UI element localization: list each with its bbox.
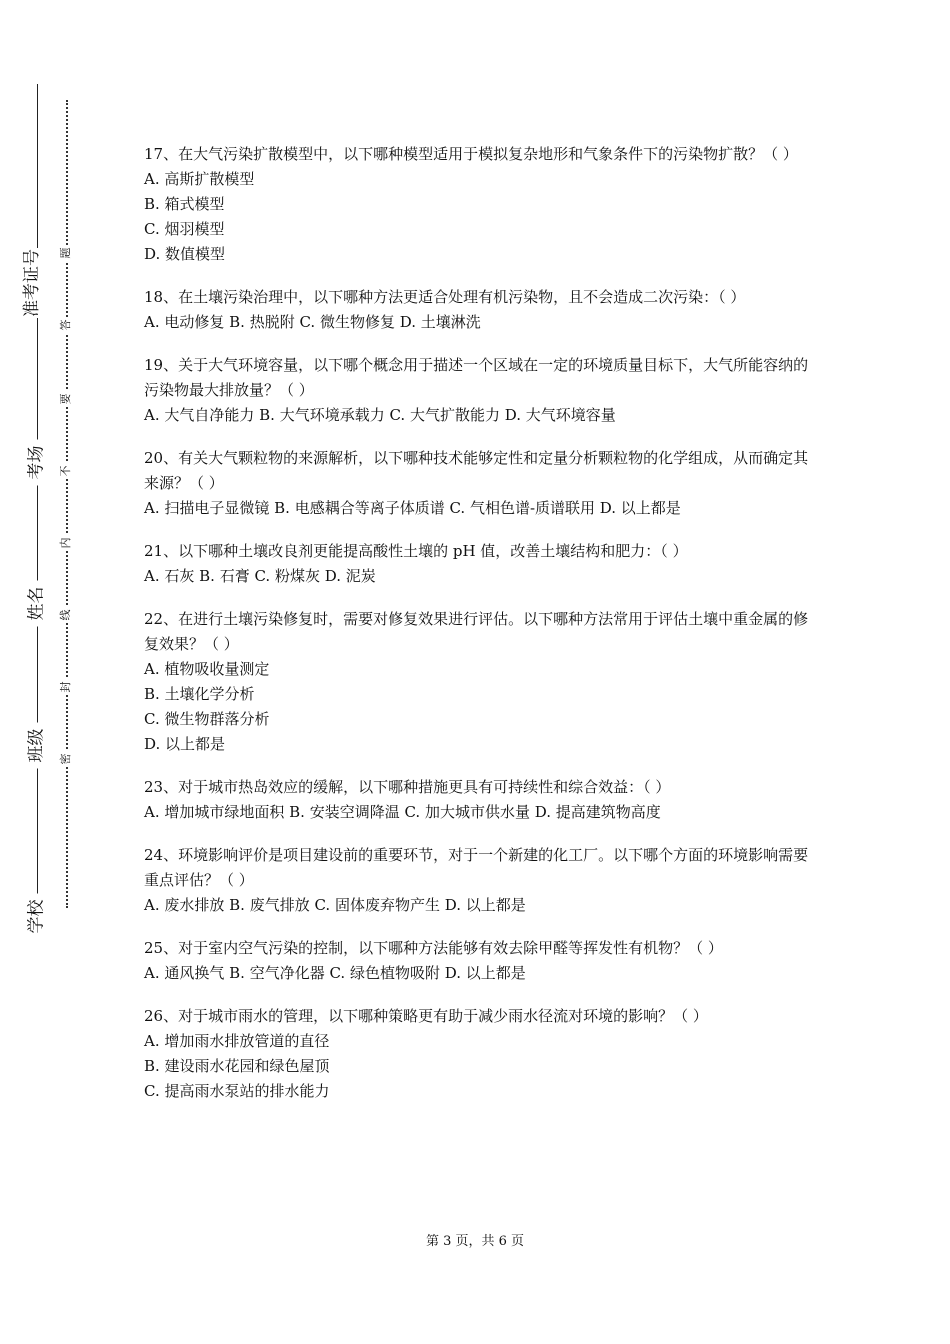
seal-dotted-line [66,100,68,908]
page-footer: 第 3 页，共 6 页 [425,1234,525,1249]
question-22 [144,607,814,757]
question-stem: 21、以下哪种土壤改良剂更能提高酸性土壤的 pH 值，改善土壤结构和肥力：（ ） [144,542,688,560]
option-d: D. 以上都是 [144,735,226,753]
seal-char: 内 [59,535,73,551]
question-list [144,142,814,1122]
question-26 [144,1004,814,1104]
field-name-label: 姓名 [27,581,48,627]
question-17 [144,142,814,267]
options-line: A. 扫描电子显微镜 B. 电感耦合等离子体质谱 C. 气相色谱-质谱联用 D. 以上都是 [144,499,681,517]
question-stem: 18、在土壤污染治理中，以下哪种方法更适合处理有机污染物，且不会造成二次污染：（ ） [144,288,746,306]
option-a: A. 高斯扩散模型 [144,170,255,188]
question-19 [144,353,814,428]
question-stem: 19、关于大气环境容量，以下哪个概念用于描述一个区域在一定的环境质量目标下，大气所能容纳的污染物最大排放量？（ ） [144,356,809,399]
seal-char: 不 [59,463,73,479]
options-line: A. 通风换气 B. 空气净化器 C. 绿色植物吸附 D. 以上都是 [144,964,526,982]
option-a: A. 增加雨水排放管道的直径 [144,1032,330,1050]
binding-margin [0,0,100,1344]
options-line: A. 废水排放 B. 废气排放 C. 固体废弃物产生 D. 以上都是 [144,896,526,914]
seal-char: 要 [59,391,73,407]
option-c: C. 提高雨水泵站的排水能力 [144,1082,330,1100]
seal-char: 答 [59,317,73,333]
option-b: B. 箱式模型 [144,195,225,213]
seal-char: 密 [59,751,73,767]
question-stem: 17、在大气污染扩散模型中，以下哪种模型适用于模拟复杂地形和气象条件下的污染物扩散？（ ） [144,145,798,163]
question-stem: 24、环境影响评价是项目建设前的重要环节，对于一个新建的化工厂。以下哪个方面的环境影响需要重点评估？（ ） [144,846,809,889]
option-b: B. 建设雨水花园和绿色屋顶 [144,1057,330,1075]
question-25 [144,936,814,986]
option-a: A. 植物吸收量测定 [144,660,270,678]
question-24 [144,843,814,918]
option-d: D. 数值模型 [144,245,226,263]
seal-char: 题 [59,245,73,261]
field-school-label: 学校 [27,894,48,940]
question-18 [144,285,814,335]
field-exam-number-label: 准考证号 [22,248,52,318]
question-20 [144,446,814,521]
question-stem: 22、在进行土壤污染修复时，需要对修复效果进行评估。以下哪种方法常用于评估土壤中重金属的修复效果？（ ） [144,610,809,653]
seal-char: 线 [59,607,73,623]
field-class-label: 班级 [27,723,48,769]
question-21 [144,539,814,589]
question-stem: 23、对于城市热岛效应的缓解，以下哪种措施更具有可持续性和综合效益：（ ） [144,778,671,796]
option-c: C. 烟羽模型 [144,220,225,238]
options-line: A. 大气自净能力 B. 大气环境承载力 C. 大气扩散能力 D. 大气环境容量 [144,406,616,424]
field-exam-room-label: 考场 [27,440,48,486]
question-stem: 20、有关大气颗粒物的来源解析，以下哪种技术能够定性和定量分析颗粒物的化学组成，从而确定其来源？（ ） [144,449,809,492]
seal-char: 封 [59,679,73,695]
options-line: A. 增加城市绿地面积 B. 安装空调降温 C. 加大城市供水量 D. 提高建筑物高度 [144,803,661,821]
question-stem: 26、对于城市雨水的管理，以下哪种策略更有助于减少雨水径流对环境的影响？（ ） [144,1007,708,1025]
question-stem: 25、对于室内空气污染的控制，以下哪种方法能够有效去除甲醛等挥发性有机物？（ ） [144,939,723,957]
option-c: C. 微生物群落分析 [144,710,270,728]
options-line: A. 石灰 B. 石膏 C. 粉煤灰 D. 泥炭 [144,567,376,585]
option-b: B. 土壤化学分析 [144,685,255,703]
binding-solid-line [37,84,38,924]
question-23 [144,775,814,825]
options-line: A. 电动修复 B. 热脱附 C. 微生物修复 D. 土壤淋洗 [144,313,481,331]
